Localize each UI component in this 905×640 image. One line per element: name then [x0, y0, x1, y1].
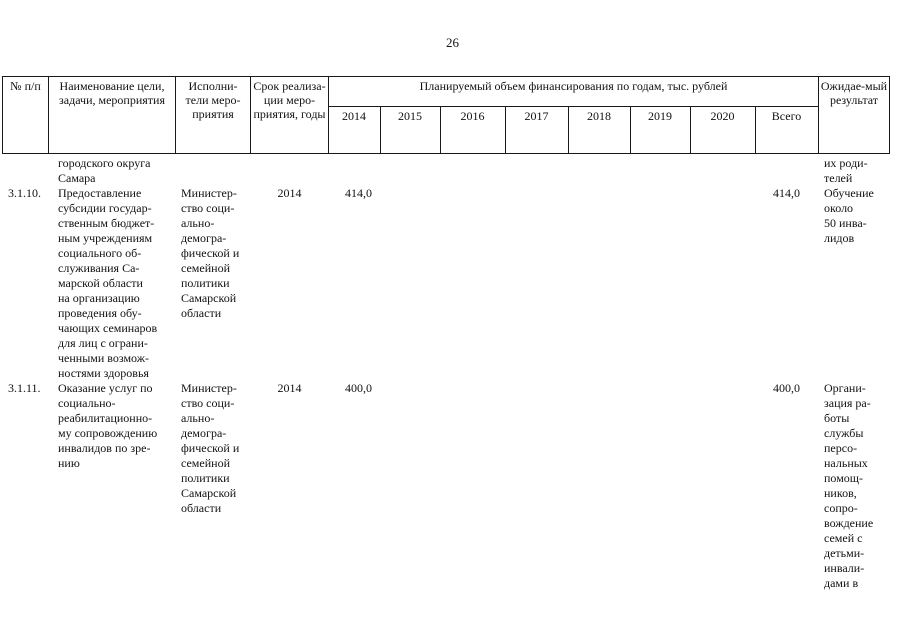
row-name-line: ственным бюджет-: [58, 216, 155, 230]
row-name-line: нию: [58, 456, 80, 470]
header-year-2017: 2017: [524, 109, 549, 123]
header-term: Срок реализа-ции меро-приятия, годы: [253, 79, 326, 121]
header-result: Ожидае-мый результат: [820, 79, 888, 107]
row-result-line: боты: [824, 411, 850, 425]
header-executor: Исполни-тели меро-приятия: [185, 79, 241, 121]
row-result-line: Органи-: [824, 381, 866, 395]
row-term: 2014: [277, 381, 302, 395]
continuation-name-line: городского округа: [58, 156, 151, 170]
header-year-2020: 2020: [710, 109, 735, 123]
header-year-2019: 2019: [648, 109, 672, 123]
row-name: [58, 381, 172, 471]
header-name: Наименование цели, задачи, мероприятия: [59, 79, 165, 107]
page-number: 26: [446, 35, 459, 50]
row-name-line: ным учреждениям: [58, 231, 153, 245]
row-name-line: проведения обу-: [58, 306, 142, 320]
row-executor-line: Министер-: [181, 381, 237, 395]
row-name-line: Оказание услуг по: [58, 381, 153, 395]
row-result-line: персо-: [824, 441, 858, 455]
header-year-2018: 2018: [587, 109, 611, 123]
row-name-line: ностями здоровья: [58, 366, 149, 380]
row-executor-line: Министер-: [181, 186, 237, 200]
row-executor-line: ство соци-: [181, 396, 235, 410]
header-num: № п/п: [10, 79, 41, 93]
header-year-2016: 2016: [460, 109, 485, 123]
continuation-result-line: их роди-: [824, 156, 868, 170]
row-name-line: служивания Са-: [58, 261, 140, 275]
row-executor-line: ально-: [181, 411, 215, 425]
row-executor-line: политики: [181, 276, 230, 290]
row-term: 2014: [277, 186, 302, 200]
row-executor-line: демогра-: [181, 426, 227, 440]
row-name-line: ченными возмож-: [58, 351, 150, 365]
row-executor-line: ально-: [181, 216, 215, 230]
row-executor-line: области: [181, 306, 222, 320]
row-result-line: сопро-: [824, 501, 858, 515]
row-name-line: Предоставление: [58, 186, 142, 200]
row-result: [824, 186, 886, 246]
row-result-line: инвали-: [824, 561, 865, 575]
row-name-line: реабилитационно-: [58, 411, 153, 425]
row-result-line: Обучение: [824, 186, 874, 200]
row-executor-line: ство соци-: [181, 201, 235, 215]
row-name-line: социального об-: [58, 246, 142, 260]
row-result-line: 50 инва-: [824, 216, 867, 230]
row-result-line: лидов: [824, 231, 855, 245]
row-name-line: инвалидов по зре-: [58, 441, 151, 455]
row-result-line: детьми-: [824, 546, 865, 560]
row-name: [58, 186, 172, 381]
row-executor: [181, 186, 249, 321]
row-number: 3.1.10.: [8, 186, 41, 200]
continuation-result: [824, 156, 886, 186]
header-year-2015: 2015: [398, 109, 422, 123]
row-name-line: субсидии государ-: [58, 201, 152, 215]
row-name-line: марской области: [58, 276, 143, 290]
header-total: Всего: [771, 109, 802, 123]
row-value-2014: 414,0: [345, 186, 372, 200]
row-executor-line: семейной: [181, 261, 230, 275]
row-result-line: нальных: [824, 456, 868, 470]
row-value-2014: 400,0: [345, 381, 372, 395]
row-executor-line: области: [181, 501, 222, 515]
row-name-line: му сопровождению: [58, 426, 158, 440]
row-executor-line: семейной: [181, 456, 230, 470]
row-result-line: зация ра-: [824, 396, 871, 410]
row-executor-line: политики: [181, 471, 230, 485]
row-result-line: ников,: [824, 486, 857, 500]
row-result: [824, 381, 886, 591]
row-executor-line: Самарской: [181, 291, 237, 305]
row-executor-line: Самарской: [181, 486, 237, 500]
row-value-total: 400,0: [773, 381, 800, 395]
row-result-line: семей с: [824, 531, 863, 545]
header-year-2014: 2014: [342, 109, 366, 123]
row-executor: [181, 381, 249, 516]
continuation-name-line: Самара: [58, 171, 96, 185]
row-result-line: около: [824, 201, 854, 215]
row-result-line: службы: [824, 426, 864, 440]
row-executor-line: фической и: [181, 246, 240, 260]
continuation-result-line: телей: [824, 171, 853, 185]
header-funding: Планируемый объем финансирования по годам, тыс. рублей: [419, 79, 728, 93]
row-value-total: 414,0: [773, 186, 800, 200]
row-name-line: чающих семинаров: [58, 321, 158, 335]
row-name-line: на организацию: [58, 291, 140, 305]
row-executor-line: демогра-: [181, 231, 227, 245]
row-result-line: дами в: [824, 576, 859, 590]
row-result-line: помощ-: [824, 471, 864, 485]
continuation-name: [58, 156, 172, 186]
row-number: 3.1.11.: [8, 381, 41, 395]
row-name-line: социально-: [58, 396, 116, 410]
row-name-line: для лиц с ограни-: [58, 336, 148, 350]
row-executor-line: фической и: [181, 441, 240, 455]
row-result-line: вождение: [824, 516, 874, 530]
